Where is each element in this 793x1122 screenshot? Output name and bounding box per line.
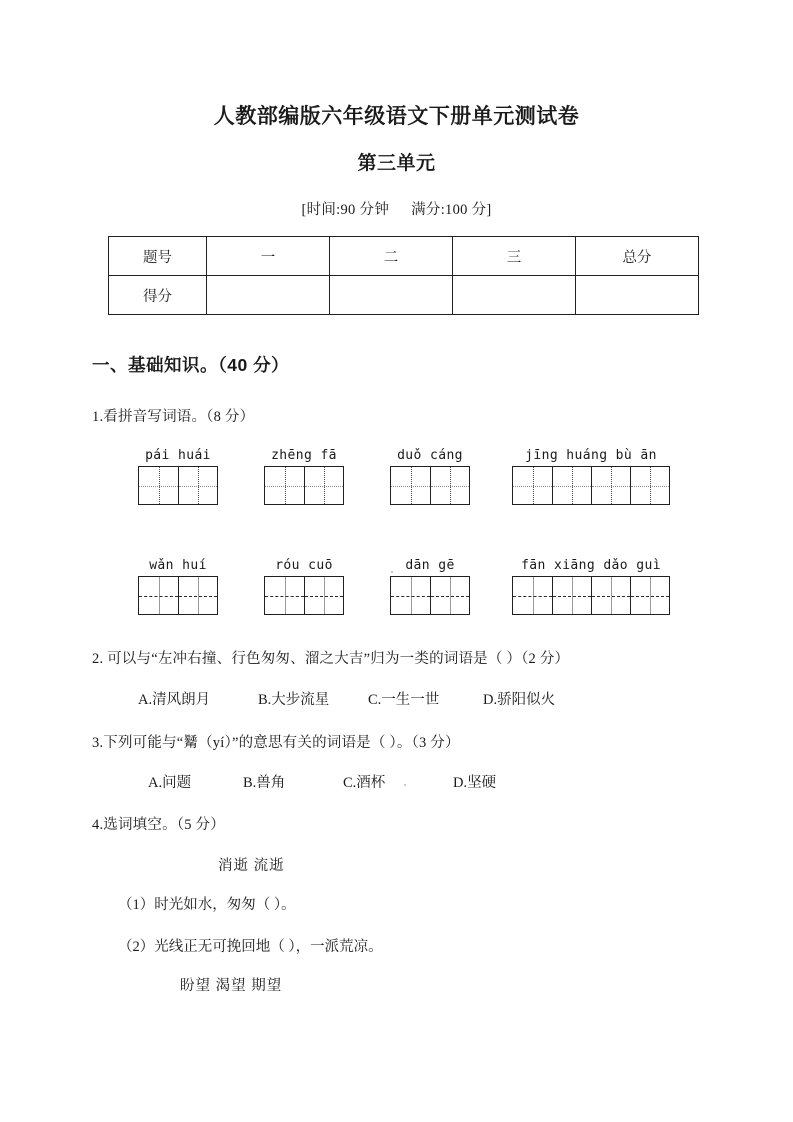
- word-bank-2: 盼望 渴望 期望: [180, 978, 283, 994]
- grid-cell[interactable]: [430, 467, 469, 504]
- question-3-options: [148, 771, 496, 792]
- tianzige-grid[interactable]: [512, 466, 670, 505]
- pinyin-group-1-2: [264, 448, 344, 505]
- grid-cell[interactable]: [513, 467, 552, 504]
- grid-cell[interactable]: [591, 467, 630, 504]
- option-c[interactable]: C.一生一世: [368, 692, 440, 708]
- grid-cell[interactable]: [139, 467, 178, 504]
- stray-mark: [404, 784, 406, 786]
- grid-cell[interactable]: [513, 577, 552, 614]
- option-b[interactable]: B.兽角: [243, 775, 286, 791]
- question-3-text: 3.下列可能与“觺（yí）”的意思有关的词语是（ ）。（3 分）: [92, 735, 460, 751]
- score-table-col-1: 一: [207, 237, 330, 276]
- score-table-row-label-score: 得分: [109, 276, 207, 315]
- score-cell-1[interactable]: [207, 276, 330, 315]
- pinyin-label: duǒ cáng: [397, 448, 463, 463]
- grid-cell[interactable]: [391, 577, 430, 614]
- question-4-sub-2: （2）光线正无可挽回地（ ），一派荒凉。: [118, 939, 383, 955]
- tianzige-grid[interactable]: [512, 576, 670, 615]
- exam-total-score: 满分:100 分]: [411, 202, 492, 218]
- tianzige-grid[interactable]: [138, 466, 218, 505]
- score-cell-3[interactable]: [453, 276, 576, 315]
- score-table-col-total: 总分: [576, 237, 699, 276]
- option-a[interactable]: A.清风朗月: [138, 692, 211, 708]
- pinyin-label: dān gē: [405, 558, 455, 573]
- grid-cell[interactable]: [265, 467, 304, 504]
- section-heading-1: 一、基础知识。（40 分）: [92, 355, 290, 375]
- score-table-col-2: 二: [330, 237, 453, 276]
- grid-cell[interactable]: [630, 467, 669, 504]
- grid-cell[interactable]: [304, 467, 343, 504]
- table-row: [109, 276, 699, 315]
- grid-cell[interactable]: [304, 577, 343, 614]
- tianzige-grid[interactable]: [264, 576, 344, 615]
- pinyin-label: fān xiāng dǎo guì: [521, 558, 661, 573]
- table-row: [109, 237, 699, 276]
- pinyin-label: wǎn huí: [149, 558, 207, 573]
- tianzige-grid[interactable]: [390, 576, 470, 615]
- grid-cell[interactable]: [391, 467, 430, 504]
- question-2-options: [138, 688, 555, 709]
- pinyin-group-2-3: [390, 558, 470, 615]
- pinyin-label: róu cuō: [275, 558, 333, 573]
- score-cell-2[interactable]: [330, 276, 453, 315]
- page-title: 人教部编版六年级语文下册单元测试卷: [213, 104, 580, 128]
- exam-meta: [0, 198, 793, 219]
- pinyin-group-2-2: [264, 558, 344, 615]
- score-cell-total[interactable]: [576, 276, 699, 315]
- grid-cell[interactable]: [178, 467, 217, 504]
- pinyin-group-2-1: [138, 558, 218, 615]
- pinyin-label: zhēng fā: [271, 448, 337, 463]
- option-d[interactable]: D.坚硬: [453, 775, 497, 791]
- pinyin-group-1-3: [390, 448, 470, 505]
- grid-cell[interactable]: [630, 577, 669, 614]
- grid-cell[interactable]: [139, 577, 178, 614]
- question-2-text: 2. 可以与“左冲右撞、行色匆匆、溜之大吉”归为一类的词语是（ ）（2 分）: [92, 651, 570, 667]
- grid-cell[interactable]: [430, 577, 469, 614]
- grid-cell[interactable]: [265, 577, 304, 614]
- grid-cell[interactable]: [552, 577, 591, 614]
- unit-subtitle: 第三单元: [357, 153, 436, 174]
- pinyin-group-1-1: [138, 448, 218, 505]
- question-1-text: 1.看拼音写词语。（8 分）: [92, 409, 255, 425]
- tianzige-grid[interactable]: [264, 466, 344, 505]
- pinyin-group-1-4: [512, 448, 670, 505]
- question-4-sub-1: （1）时光如水，匆匆（ ）。: [118, 897, 296, 913]
- grid-cell[interactable]: [552, 467, 591, 504]
- tianzige-grid[interactable]: [390, 466, 470, 505]
- option-d[interactable]: D.骄阳似火: [483, 692, 556, 708]
- grid-cell[interactable]: [178, 577, 217, 614]
- tianzige-grid[interactable]: [138, 576, 218, 615]
- word-bank-1: 消逝 流逝: [218, 858, 285, 874]
- pinyin-label: pái huái: [145, 448, 211, 463]
- option-c[interactable]: C.酒杯: [343, 775, 386, 791]
- pinyin-label: jīng huáng bù ān: [525, 448, 657, 463]
- score-table-col-3: 三: [453, 237, 576, 276]
- pinyin-group-2-4: [512, 558, 670, 615]
- score-table: [108, 236, 699, 315]
- score-table-header-label: 题号: [109, 237, 207, 276]
- grid-cell[interactable]: [591, 577, 630, 614]
- option-b[interactable]: B.大步流星: [258, 692, 330, 708]
- option-a[interactable]: A.问题: [148, 775, 192, 791]
- question-4-text: 4.选词填空。（5 分）: [92, 817, 225, 833]
- exam-time: [时间:90 分钟: [301, 202, 390, 218]
